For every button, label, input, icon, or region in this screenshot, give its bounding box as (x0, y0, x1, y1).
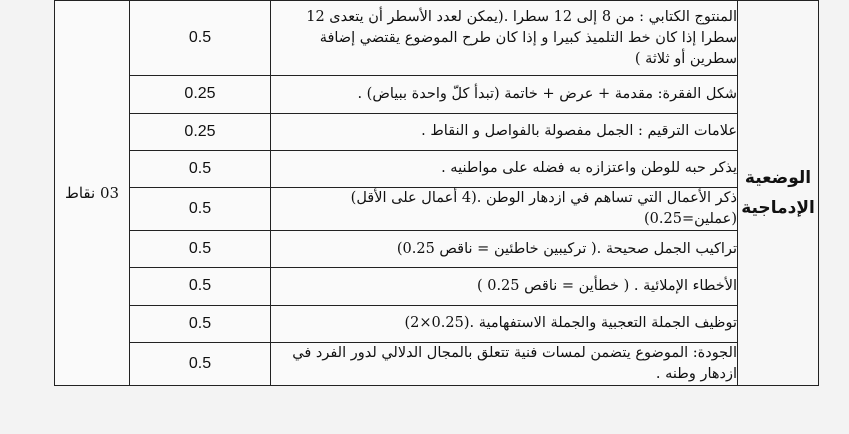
grading-rubric-table (54, 0, 819, 386)
score-cell: 0.5 (130, 1, 271, 76)
table-row (55, 305, 819, 342)
table-row (55, 76, 819, 113)
criterion-cell: يذكر حبه للوطن واعتزازه به فضله على مواطنيه . (271, 150, 738, 187)
score-cell: 0.5 (130, 231, 271, 268)
score-cell: 0.5 (130, 268, 271, 305)
criterion-cell: الأخطاء الإملائية . ( خطأين = ناقص 0.25 ) (271, 268, 738, 305)
criterion-cell: ذكر الأعمال التي تساهم في ازدهار الوطن .(4 أعمال على الأقل) (عملين=0.25) (271, 187, 738, 230)
table-row (55, 113, 819, 150)
section-label-cell (738, 1, 819, 386)
table-row (55, 342, 819, 385)
section-label-line-2: الإدماجية (741, 198, 815, 218)
score-cell: 0.5 (130, 305, 271, 342)
criterion-cell: الجودة: الموضوع يتضمن لمسات فنية تتعلق بالمجال الدلالي لدور الفرد في ازدهار وطنه . (271, 342, 738, 385)
score-cell: 0.5 (130, 342, 271, 385)
criterion-cell: المنتوج الكتابي : من 8 إلى 12 سطرا .(يمكن لعدد الأسطر أن يتعدى 12 سطرا إذا كان خط التلميذ كبيرا و إذا كان طرح الموضوع يقتضي إضافة سطرين أو ثلاثة ) (271, 1, 738, 76)
section-label-line-1: الوضعية (744, 168, 812, 188)
table-row (55, 150, 819, 187)
criterion-cell: توظيف الجملة التعجبية والجملة الاستفهامية .(0.25×2) (271, 305, 738, 342)
score-cell: 0.5 (130, 150, 271, 187)
score-cell: 0.25 (130, 113, 271, 150)
total-score-cell: 03 نقاط (55, 1, 130, 386)
table-row (55, 231, 819, 268)
criterion-cell: شكل الفقرة: مقدمة + عرض + خاتمة (تبدأ كلّ واحدة ببياض) . (271, 76, 738, 113)
criterion-cell: علامات الترقيم : الجمل مفصولة بالفواصل و النقاط . (271, 113, 738, 150)
table-row (55, 268, 819, 305)
score-cell: 0.5 (130, 187, 271, 230)
table-row (55, 187, 819, 230)
grading-rubric-table-wrapper (54, 0, 816, 386)
score-cell: 0.25 (130, 76, 271, 113)
criterion-cell: تراكيب الجمل صحيحة .( تركيبين خاطئين = ناقص 0.25) (271, 231, 738, 268)
table-row (55, 1, 819, 76)
